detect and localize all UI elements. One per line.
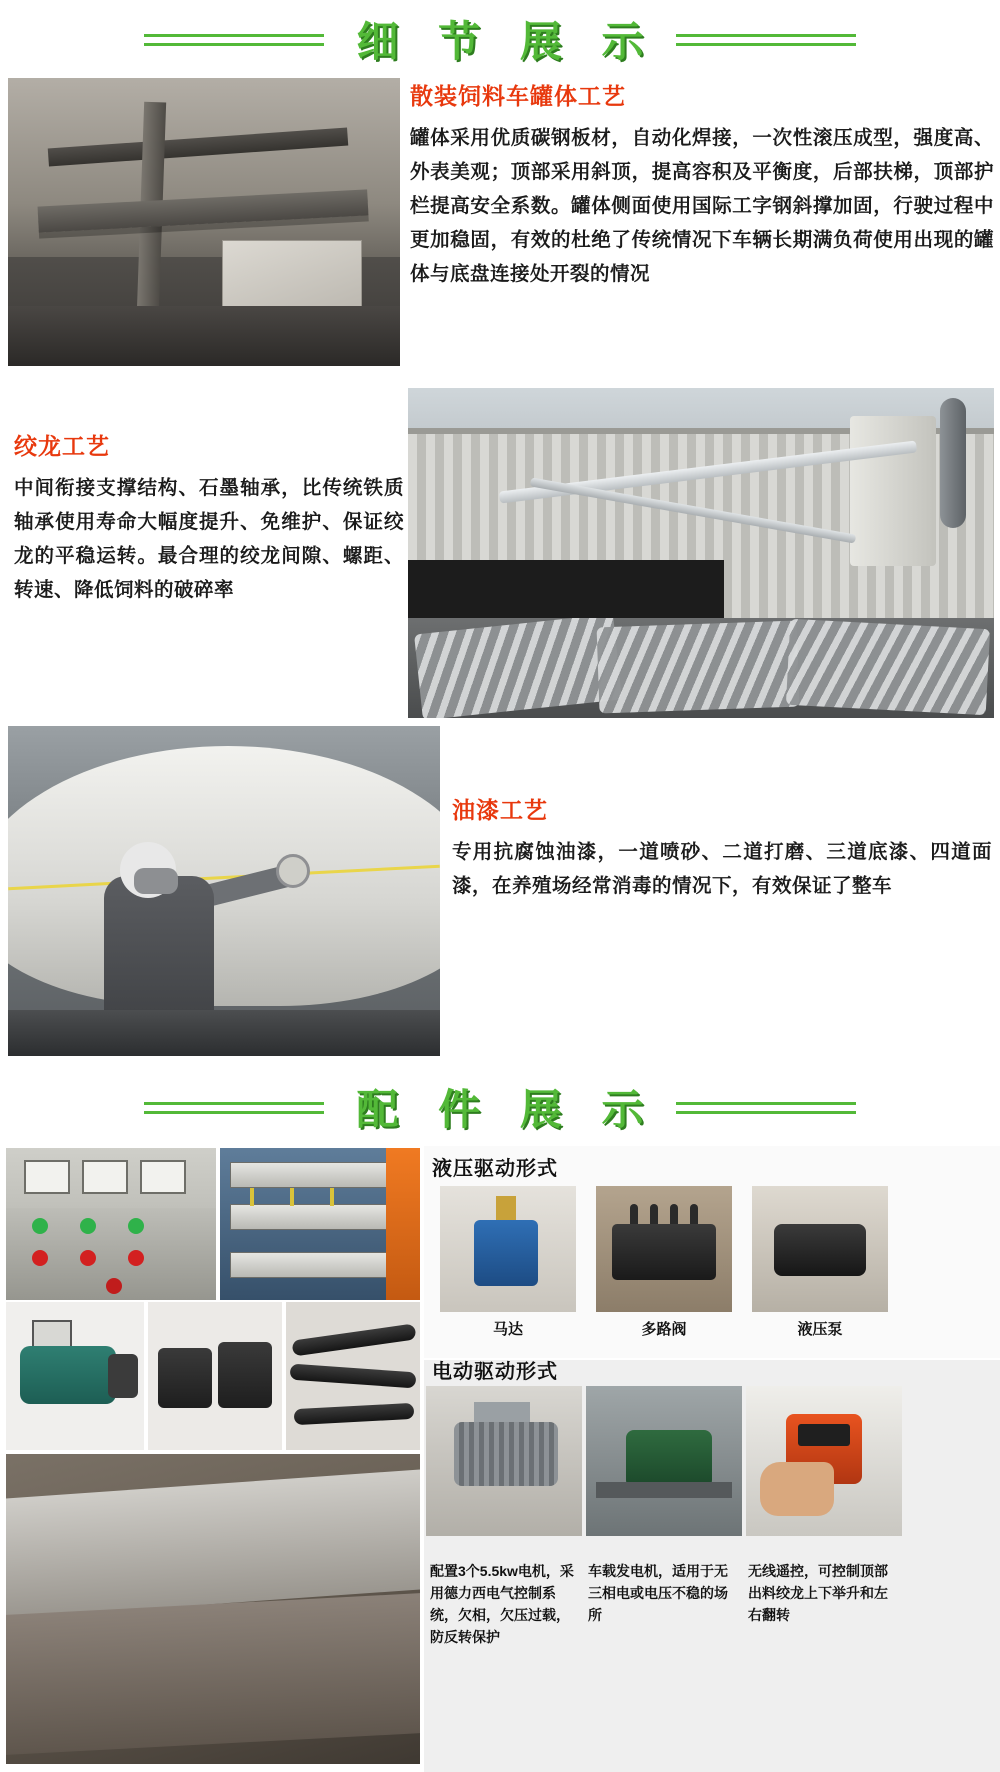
auger-screw-2 bbox=[597, 621, 800, 714]
pump-body bbox=[774, 1224, 866, 1276]
multiway-valve-photo bbox=[596, 1186, 732, 1312]
panel-meter-1 bbox=[24, 1160, 70, 1194]
generator-frame bbox=[596, 1482, 732, 1498]
panel-meter-3 bbox=[140, 1160, 186, 1194]
generator-pulley bbox=[108, 1354, 138, 1398]
panel-led-red-1 bbox=[32, 1250, 48, 1266]
banner-title-parts: 配 件 展 示 bbox=[356, 1086, 658, 1133]
panel-led-green-3 bbox=[128, 1218, 144, 1234]
hydraulic-heading: 液压驱动形式 bbox=[432, 1158, 558, 1180]
panel-wire-2 bbox=[290, 1188, 294, 1206]
photo-polisher-tool bbox=[276, 854, 310, 888]
tank-craft-text-block bbox=[410, 78, 994, 291]
auger-photo-upper bbox=[408, 388, 994, 618]
panel-wire-1 bbox=[250, 1188, 254, 1206]
panel-din-rail-1 bbox=[230, 1162, 390, 1188]
wireless-remote-photo bbox=[746, 1386, 902, 1536]
electric-motor-photo bbox=[426, 1386, 582, 1536]
panel-din-rail-2 bbox=[230, 1204, 390, 1230]
auger-body: 中间衔接支撑结构、石墨轴承，比传统铁质轴承使用寿命大幅度提升、免维护、保证绞龙的平稳运转。最合理的绞龙间隙、螺距、转速、降低饲料的破碎率 bbox=[14, 477, 404, 601]
paint-craft-text-block bbox=[452, 792, 992, 903]
hydraulic-caption-motor: 马达 bbox=[492, 1321, 523, 1338]
panel-wire-3 bbox=[330, 1188, 334, 1206]
generator-photo bbox=[6, 1302, 144, 1450]
valve-block-2 bbox=[218, 1342, 272, 1408]
control-panel-photo-1 bbox=[6, 1148, 216, 1300]
photo-worker-mask bbox=[134, 868, 178, 894]
panel-meter-2 bbox=[82, 1160, 128, 1194]
paint-craft-heading: 油漆工艺 bbox=[452, 797, 548, 823]
auger-text-block bbox=[14, 428, 404, 607]
generator-meter bbox=[32, 1320, 72, 1348]
photo-shadow bbox=[408, 560, 724, 618]
tank-craft-photo bbox=[8, 78, 400, 366]
remote-screen bbox=[798, 1424, 850, 1446]
auger-heading: 绞龙工艺 bbox=[14, 433, 110, 459]
photo-silo bbox=[850, 416, 936, 566]
photo-pipe bbox=[940, 398, 966, 528]
hydraulic-hose-photo bbox=[286, 1302, 420, 1450]
paint-craft-photo bbox=[8, 726, 440, 1056]
photo-floor bbox=[8, 1010, 440, 1056]
panel-led-red-3 bbox=[128, 1250, 144, 1266]
panel-led-green-1 bbox=[32, 1218, 48, 1234]
hydraulic-caption-pump: 液压泵 bbox=[797, 1321, 843, 1338]
motor-body bbox=[474, 1220, 538, 1286]
steel-plate-photo bbox=[6, 1454, 420, 1764]
panel-side-cover bbox=[386, 1148, 420, 1300]
section-banner-parts bbox=[0, 1072, 1000, 1142]
electric-heading: 电动驱动形式 bbox=[432, 1361, 558, 1383]
valve-body bbox=[612, 1224, 716, 1280]
tank-craft-heading: 散装饲料车罐体工艺 bbox=[410, 83, 626, 109]
hydraulic-caption-valve: 多路阀 bbox=[641, 1321, 687, 1338]
onboard-generator-photo bbox=[586, 1386, 742, 1536]
valve-block-1 bbox=[158, 1348, 212, 1408]
section-banner-details bbox=[0, 4, 1000, 74]
tank-craft-body: 罐体采用优质碳钢板材，自动化焊接，一次性滚压成型，强度高、外表美观；顶部采用斜顶，提高容积及平衡度，后部扶梯，顶部护栏提高安全系数。罐体侧面使用国际工字钢斜撑加固，行驶过程中更加稳固，有效的杜绝了传统情况下车辆长期满负荷使用出现的罐体与底盘连接处开裂的情况 bbox=[410, 127, 994, 285]
electric-caption-remote: 无线遥控，可控制顶部出料绞龙上下举升和左右翻转 bbox=[748, 1563, 888, 1623]
generator-body bbox=[626, 1430, 712, 1488]
hydraulic-motor-photo bbox=[440, 1186, 576, 1312]
operator-hand bbox=[760, 1462, 834, 1516]
valve-block-photo bbox=[148, 1302, 282, 1450]
electric-caption-generator: 车载发电机，适用于无三相电或电压不稳的场所 bbox=[588, 1563, 728, 1623]
auger-screw-3 bbox=[786, 619, 990, 715]
panel-led-red-2 bbox=[80, 1250, 96, 1266]
motor-body bbox=[454, 1422, 558, 1486]
banner-title-details: 细 节 展 示 bbox=[356, 18, 658, 65]
panel-led-red-4 bbox=[106, 1278, 122, 1294]
control-panel-photo-2 bbox=[220, 1148, 420, 1300]
auger-photo-lower bbox=[408, 618, 994, 718]
panel-led-green-2 bbox=[80, 1218, 96, 1234]
photo-floor bbox=[8, 306, 400, 366]
generator-body bbox=[20, 1346, 116, 1404]
electric-caption-motor: 配置3个5.5kw电机，采用德力西电气控制系统，欠相，欠压过载，防反转保护 bbox=[430, 1563, 574, 1645]
hydraulic-pump-photo bbox=[752, 1186, 888, 1312]
steel-sheet-bottom bbox=[6, 1593, 420, 1755]
panel-din-rail-3 bbox=[230, 1252, 390, 1278]
paint-craft-body: 专用抗腐蚀油漆，一道喷砂、二道打磨、三道底漆、四道面漆，在养殖场经常消毒的情况下，有效保证了整车 bbox=[452, 841, 992, 897]
